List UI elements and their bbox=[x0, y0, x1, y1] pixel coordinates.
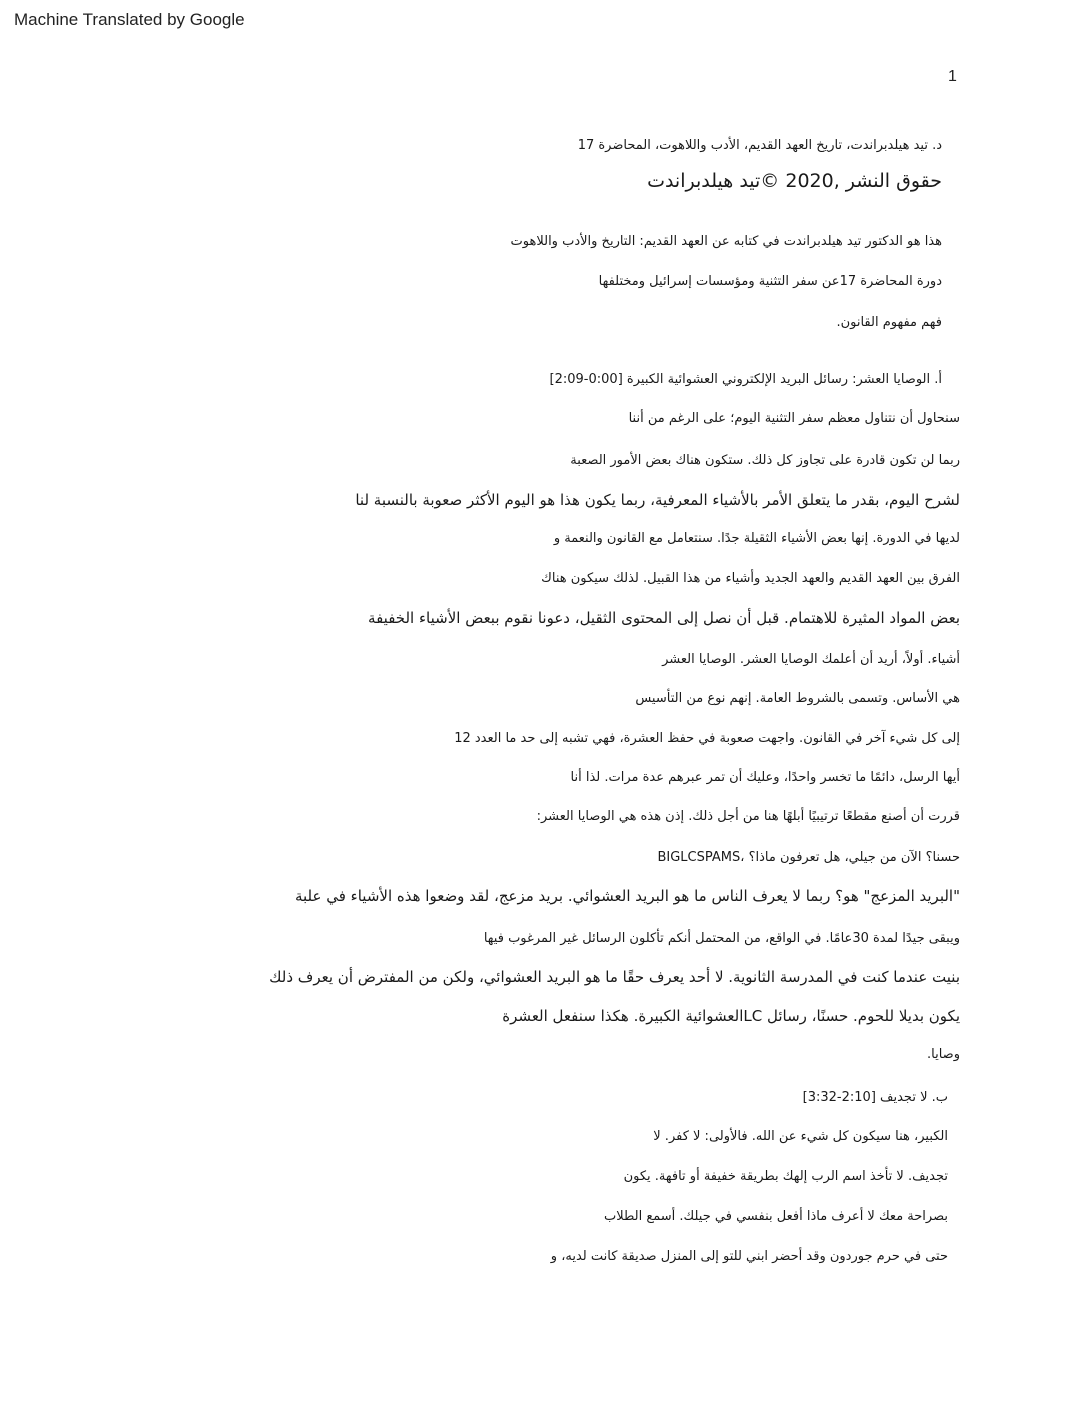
intro-line: فهم مفهوم القانون. bbox=[836, 315, 942, 330]
intro-line: دورة المحاضرة 17عن سفر التثنية ومؤسسات إسرائيل ومختلفها bbox=[598, 274, 942, 289]
paragraph-line: الكبير، هنا سيكون كل شيء عن الله. فالأولى: لا كفر. لا bbox=[653, 1129, 948, 1144]
paragraph-line: لديها في الدورة. إنها بعض الأشياء الثقيلة جدًا. سنتعامل مع القانون والنعمة و bbox=[553, 531, 960, 546]
paragraph-line: الفرق بين العهد القديم والعهد الجديد وأشياء من هذا القبيل. لذلك سيكون هناك bbox=[541, 571, 960, 586]
paragraph-line: سنحاول أن نتناول معظم سفر التثنية اليوم؛ على الرغم من أننا bbox=[628, 411, 960, 426]
paragraph-line: قررت أن أصنع مقطعًا ترتيبيًا أبلهًا هنا من أجل ذلك. إذن هذه هي الوصايا العشر: bbox=[536, 809, 960, 824]
section-a-heading: أ. الوصايا العشر: رسائل البريد الإلكتروني العشوائية الكبيرة [0:00-2:09] bbox=[549, 372, 942, 387]
paragraph-line: وصايا. bbox=[927, 1047, 960, 1062]
paragraph-line: بعض المواد المثيرة للاهتمام. قبل أن نصل إلى المحتوى الثقيل، دعونا نقوم ببعض الأشياء الخفيفة bbox=[368, 609, 960, 627]
paragraph-line: بصراحة معك لا أعرف ماذا أفعل بنفسي في جيلك. أسمع الطلاب bbox=[603, 1209, 948, 1224]
copyright-line: حقوق النشر ,2020 ©تيد هيلدبراندت bbox=[647, 170, 942, 192]
machine-translation-watermark: Machine Translated by Google bbox=[14, 10, 245, 29]
paragraph-line: إلى كل شيء آخر في القانون. واجهت صعوبة في حفظ العشرة، فهي تشبه إلى حد ما العدد 12 bbox=[454, 731, 960, 746]
section-b-heading: ب. لا تجديف [2:10-3:32] bbox=[802, 1090, 948, 1105]
paragraph-line: أشياء. أولاً، أريد أن أعلمك الوصايا العشر. الوصايا العشر bbox=[662, 652, 960, 667]
page-number: 1 bbox=[948, 68, 957, 85]
paragraph-line: هي الأساس. وتسمى بالشروط العامة. إنهم نوع من التأسيس bbox=[635, 691, 960, 706]
intro-line: هذا هو الدكتور تيد هيلدبراندت في كتابه عن العهد القديم: التاريخ والأدب واللاهوت bbox=[510, 234, 942, 249]
paragraph-line: أيها الرسل، دائمًا ما تخسر واحدًا، وعليك أن تمر عبرهم عدة مرات. لذا أنا bbox=[570, 770, 960, 785]
paragraph-line: BIGLCSPAMS، حسنا؟ الآن من جيلي، هل تعرفون ماذا؟ bbox=[657, 850, 960, 865]
course-title-line: د. تيد هيلدبراندت، تاريخ العهد القديم، الأدب واللاهوت، المحاضرة 17 bbox=[577, 138, 942, 153]
paragraph-line: "البريد المزعج" هو؟ ربما لا يعرف الناس ما هو البريد العشوائي. بريد مزعج، لقد وضعوا هذه الأشياء في علبة bbox=[294, 887, 960, 905]
paragraph-line: حتى في حرم جوردون وقد أحضر ابني للتو إلى المنزل صديقة كانت لديه، و bbox=[550, 1249, 948, 1264]
paragraph-line: يكون بديلا للحوم. حسنًا، رسائل LCالعشوائية الكبيرة. هكذا سنفعل العشرة bbox=[502, 1007, 960, 1025]
paragraph-line: ويبقى جيدًا لمدة 30عامًا. في الواقع، من المحتمل أنكم تأكلون الرسائل غير المرغوب فيها bbox=[483, 931, 960, 946]
paragraph-line: لشرح اليوم، بقدر ما يتعلق الأمر بالأشياء المعرفية، ربما يكون هذا هو اليوم الأكثر صعوبة بالنسبة لنا bbox=[355, 491, 960, 509]
paragraph-line: ربما لن تكون قادرة على تجاوز كل ذلك. ستكون هناك بعض الأمور الصعبة bbox=[570, 453, 960, 468]
paragraph-line: تجديف. لا تأخذ اسم الرب إلهك بطريقة خفيفة أو تافهة. يكون bbox=[623, 1169, 948, 1184]
paragraph-line: بنيت عندما كنت في المدرسة الثانوية. لا أحد يعرف حقًا ما هو البريد العشوائي، ولكن من المفترض أن يعرف ذلك bbox=[269, 968, 960, 986]
